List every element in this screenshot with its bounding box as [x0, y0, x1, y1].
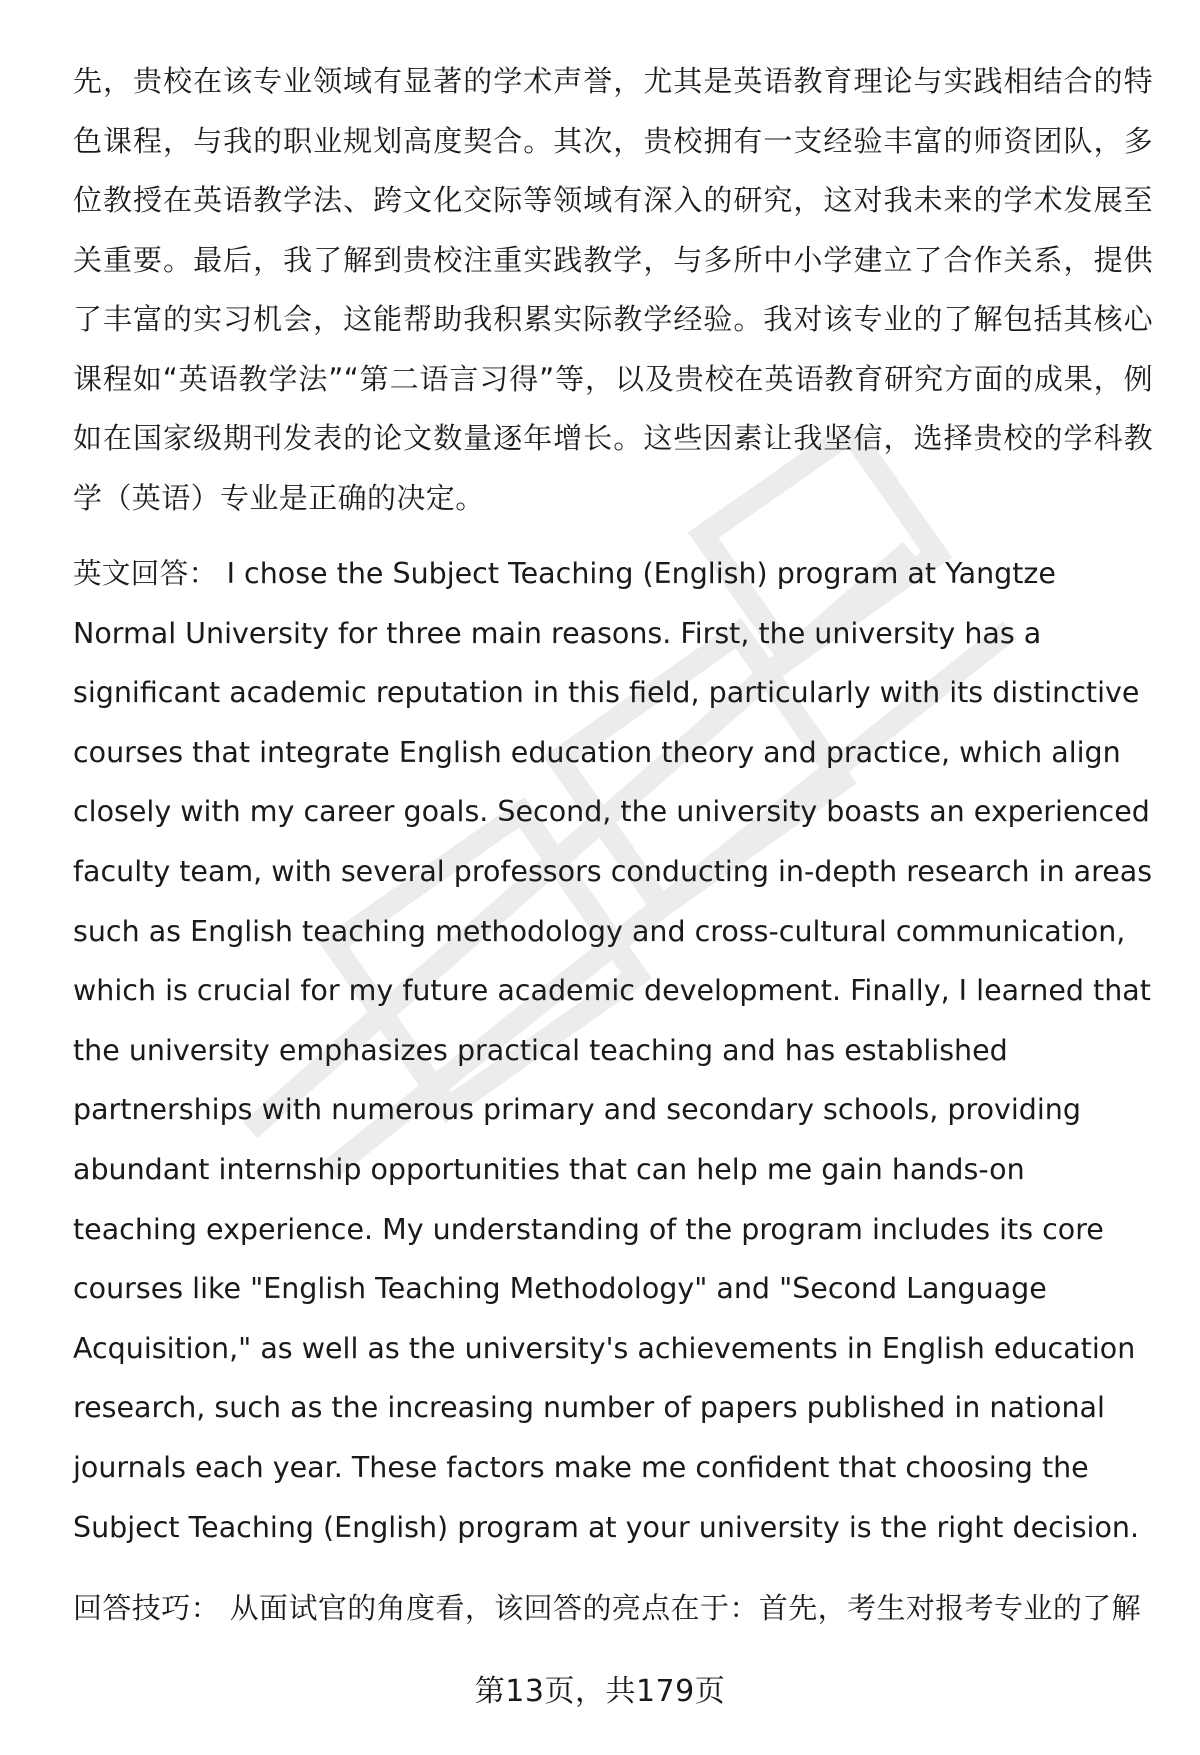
answer-tips-text: 从面试官的角度看，该回答的亮点在于：首先，考生对报考专业的了解 — [229, 1591, 1142, 1626]
english-answer-label: 英文回答： — [73, 557, 218, 590]
chinese-answer-paragraph: 先，贵校在该专业领域有显著的学术声誉，尤其是英语教育理论与实践相结合的特色课程，与我的职业规划高度契合。其次，贵校拥有一支经验丰富的师资团队，多位教授在英语教学法、跨文化交际等领域有深入的研究，这对我未来的学术发展至关重要。最后，我了解到贵校注重实践教学，与多所中小学建立了合作关系，提供了丰富的实习机会，这能帮助我积累实际教学经验。我对该专业的了解包括其核心课程如“英语教学法”“第二语言习得”等，以及贵校在英语教育研究方面的成果，例如在国家级期刊发表的论文数量逐年增长。这些因素让我坚信，选择贵校的学科教学（英语）专业是正确的决定。 — [73, 64, 1153, 515]
answer-tips-paragraph — [73, 1579, 1153, 1638]
english-answer-text: I chose the Subject Teaching (English) program at Yangtze Normal University for three main reasons. First, the university has a significant academic reputation in this field, particularly with its distinctive courses that integrate English education theory and practice, which align closely with my career goals. Second, the university boasts an experienced faculty team, with several professors conducting in-depth research in areas such as English teaching methodology and cross-cultural communication, which is crucial for my future academic development. Finally, I learned that the university emphasizes practical teaching and has established partnerships with numerous primary and secondary schools, providing abundant internship opportunities that can help me gain hands-on teaching experience. My understanding of the program includes its core courses like "English Teaching Methodology" and "Second Language Acquisition," as well as the university's achievements in English education research, such as the increasing number of papers published in national journals each year. These factors make me confident that choosing the Subject Teaching (English) program at your university is the right decision. — [73, 557, 1153, 1544]
page-number: 第13页，共179页 — [474, 1674, 726, 1709]
main-content — [73, 52, 1153, 1638]
english-answer-paragraph — [73, 544, 1153, 1557]
answer-tips-label: 回答技巧： — [73, 1591, 221, 1626]
